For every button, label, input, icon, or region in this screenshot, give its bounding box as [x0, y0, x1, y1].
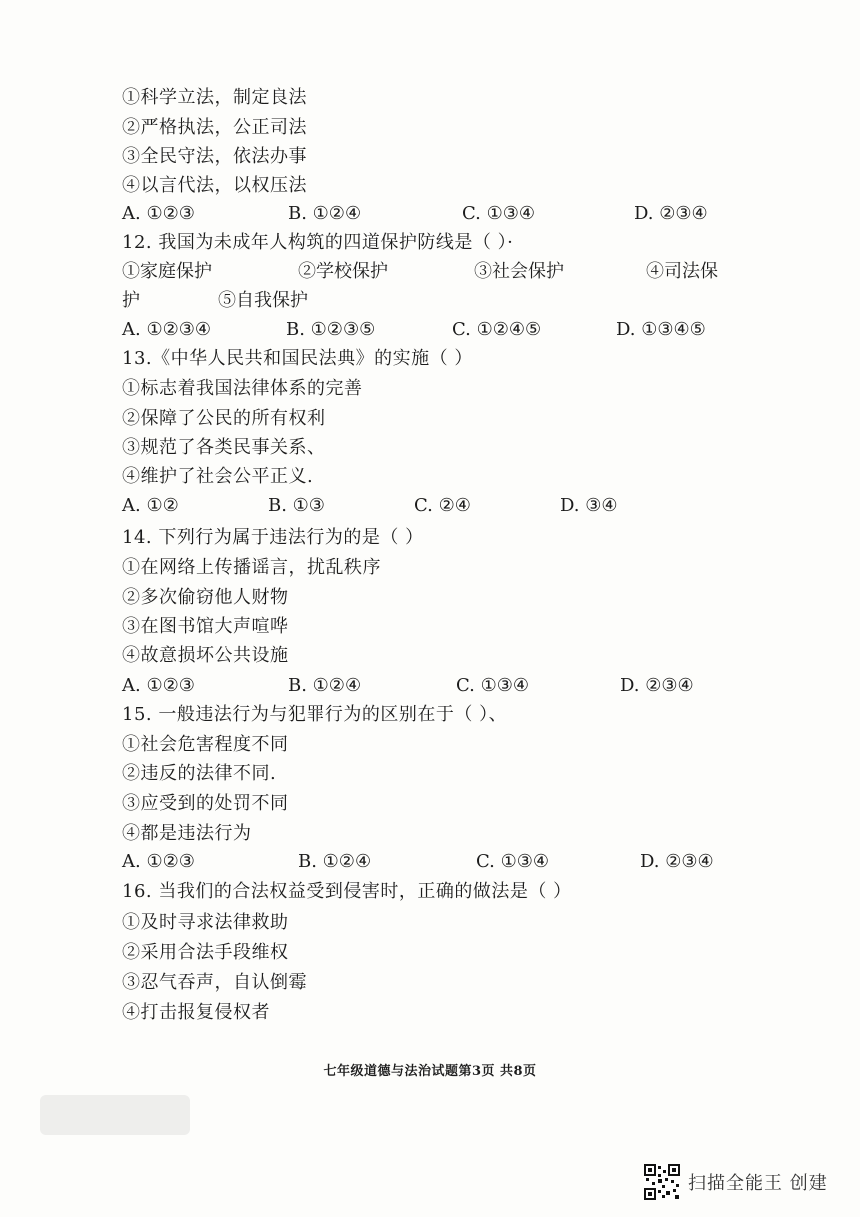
q12-items-row2: [122, 289, 742, 313]
q13-options: [122, 494, 742, 518]
q15-option-b: B. ①②④: [298, 851, 372, 872]
q13-option-b: B. ①③: [268, 495, 325, 516]
q12-option-d: D. ①③④⑤: [616, 319, 706, 340]
q11-item-2: ②严格执法，公正司法: [122, 117, 307, 138]
q15-item-4: ④都是违法行为: [122, 823, 252, 844]
q13-item-4: ④维护了社会公平正义.: [122, 466, 314, 487]
q15-stem: 15. 一般违法行为与犯罪行为的区别在于（ ）、: [122, 704, 508, 725]
q11-item-3: ③全民守法，依法办事: [122, 146, 307, 167]
q14-option-b: B. ①②④: [288, 675, 362, 696]
q12-item-4: ④司法保: [646, 261, 718, 282]
q11-option-d: D. ②③④: [634, 203, 708, 224]
q11-item-4: ④以言代法，以权压法: [122, 175, 307, 196]
q15-options: [122, 850, 742, 874]
q13-option-d: D. ③④: [560, 495, 618, 516]
q11-option-c: C. ①③④: [462, 203, 535, 224]
q12-options: [122, 318, 742, 342]
q14-item-1: ①在网络上传播谣言，扰乱秩序: [122, 557, 381, 578]
q14-item-2: ②多次偷窃他人财物: [122, 587, 289, 608]
q15-item-2: ②违反的法律不同.: [122, 763, 277, 784]
q13-option-a: A. ①②: [122, 495, 179, 516]
q12-option-b: B. ①②③⑤: [286, 319, 376, 340]
q13-item-1: ①标志着我国法律体系的完善: [122, 378, 363, 399]
q13-item-3: ③规范了各类民事关系、: [122, 437, 326, 458]
q15-option-a: A. ①②③: [122, 851, 195, 872]
q14-item-3: ③在图书馆大声喧哗: [122, 616, 289, 637]
q12-item-1: ①家庭保护: [122, 261, 212, 282]
q16-item-1: ①及时寻求法律救助: [122, 912, 289, 933]
q16-stem: 16. 当我们的合法权益受到侵害时，正确的做法是（ ）: [122, 881, 572, 902]
q12-item-2: ②学校保护: [298, 261, 388, 282]
q11-option-a: A. ①②③: [122, 203, 195, 224]
q15-option-c: C. ①③④: [476, 851, 549, 872]
q11-option-b: B. ①②④: [288, 203, 362, 224]
page-footer: 七年级道德与法治试题第3页 共8页: [323, 1064, 537, 1079]
q12-stem: 12. 我国为未成年人构筑的四道保护防线是（ ）·: [122, 232, 514, 253]
q14-option-a: A. ①②③: [122, 675, 195, 696]
q14-item-4: ④故意损坏公共设施: [122, 645, 289, 666]
q13-item-2: ②保障了公民的所有权利: [122, 408, 326, 429]
q12-option-c: C. ①②④⑤: [452, 319, 542, 340]
q16-item-4: ④打击报复侵权者: [122, 1002, 270, 1023]
scan-smudge: [40, 1095, 190, 1135]
q12-item-3: ③社会保护: [474, 261, 564, 282]
q12-item-5: ⑤自我保护: [218, 290, 308, 311]
q11-item-1: ①科学立法，制定良法: [122, 87, 307, 108]
q14-option-c: C. ①③④: [456, 675, 529, 696]
q11-options: [122, 202, 742, 226]
q15-option-d: D. ②③④: [640, 851, 714, 872]
q12-items-row1: [122, 260, 742, 284]
q15-item-1: ①社会危害程度不同: [122, 734, 289, 755]
scanner-watermark: [644, 1164, 828, 1200]
q13-stem: 13.《中华人民共和国民法典》的实施（ ）: [122, 348, 473, 369]
q14-stem: 14. 下列行为属于违法行为的是（ ）: [122, 527, 424, 548]
q12-item-4-cont: 护: [122, 290, 140, 311]
q16-item-2: ②采用合法手段维权: [122, 942, 289, 963]
q16-item-3: ③忍气吞声，自认倒霉: [122, 972, 307, 993]
q13-option-c: C. ②④: [414, 495, 471, 516]
q14-option-d: D. ②③④: [620, 675, 694, 696]
watermark-text: 扫描全能王 创建: [688, 1173, 828, 1194]
q15-item-3: ③应受到的处罚不同: [122, 793, 289, 814]
q14-options: [122, 674, 742, 698]
q12-option-a: A. ①②③④: [122, 319, 211, 340]
qr-code-icon: [644, 1164, 680, 1200]
